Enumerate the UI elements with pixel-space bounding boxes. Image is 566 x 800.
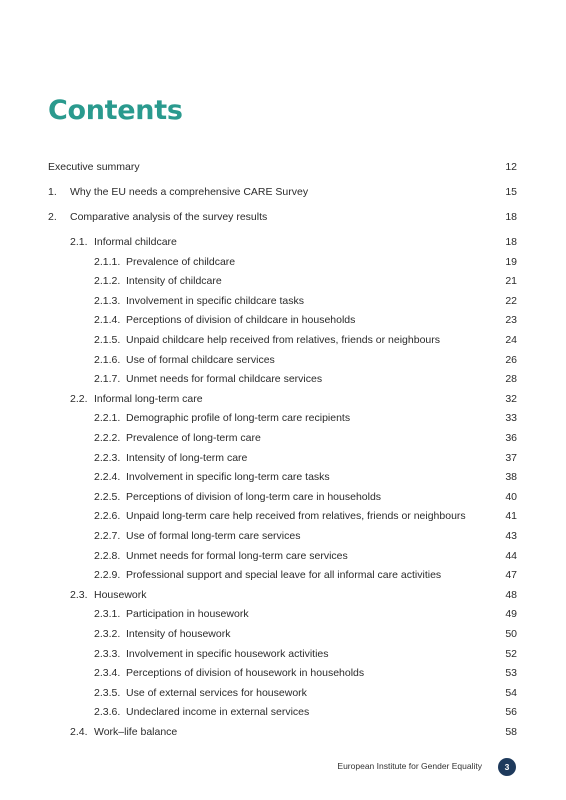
- toc-entry-title: Intensity of childcare: [126, 275, 222, 288]
- toc-entry-number: 2.1.4.: [94, 314, 121, 327]
- toc-entry-number: 2.2.2.: [94, 432, 121, 444]
- toc-entry-title: Involvement in specific housework activities: [126, 647, 329, 660]
- toc-entry-number: 2.1.6.: [94, 353, 121, 366]
- toc-entry-page: 56: [505, 706, 517, 719]
- toc-entry-page: 22: [505, 294, 517, 307]
- toc-entry-title: Executive summary: [48, 161, 140, 173]
- toc-entry-page: 18: [505, 236, 517, 248]
- toc-entry-page: 19: [505, 255, 517, 268]
- toc-entry-page: 18: [505, 211, 517, 223]
- toc-entry-number: 2.3.3.: [94, 647, 121, 660]
- toc-entry-page: 47: [505, 569, 517, 582]
- toc-entry-number: 2.1.5.: [94, 334, 121, 346]
- toc-entry-page: 50: [505, 628, 517, 640]
- toc-entry-title: Work–life balance: [94, 726, 178, 738]
- page-number-badge: 3: [498, 758, 516, 776]
- toc-entry-title: Participation in housework: [126, 608, 249, 621]
- toc-entry-number: 2.1.3.: [94, 294, 121, 307]
- toc-entry-number: 2.1.1.: [94, 255, 121, 268]
- toc-entry-page: 23: [505, 314, 517, 327]
- toc-entry-number: 2.2.5.: [94, 490, 121, 503]
- toc-entry-page: 52: [505, 647, 517, 660]
- toc-entry-number: 2.3.4.: [94, 667, 121, 680]
- toc-entry-number: 2.2.6.: [94, 510, 121, 523]
- toc-entry[interactable]: [0, 449, 566, 467]
- toc-entry-number: 2.2.7.: [94, 530, 121, 542]
- page-title: Contents: [48, 95, 183, 126]
- toc-entry-number: 2.2.: [70, 392, 88, 405]
- toc-entry[interactable]: [0, 547, 566, 565]
- toc-entry-page: 33: [505, 412, 517, 425]
- toc-entry-number: 2.2.9.: [94, 569, 121, 582]
- toc-entry-page: 28: [505, 373, 517, 386]
- toc-entry-title: Prevalence of childcare: [126, 255, 236, 268]
- toc-entry-title: Involvement in specific long-term care tasks: [126, 471, 330, 484]
- toc-entry-page: 58: [505, 726, 517, 738]
- footer-publisher: European Institute for Gender Equality: [337, 761, 482, 771]
- toc-entry-title: Undeclared income in external services: [126, 706, 310, 719]
- toc-entry-number: 2.1.: [70, 236, 88, 248]
- toc-entry-title: Comparative analysis of the survey results: [70, 211, 268, 223]
- toc-entry[interactable]: [0, 605, 566, 623]
- toc-entry-number: 2.2.1.: [94, 412, 121, 425]
- toc-entry-title: Professional support and special leave for all informal care activities: [126, 569, 442, 582]
- toc-entry-page: 40: [505, 490, 517, 503]
- toc-entry-number: 2.3.2.: [94, 628, 121, 640]
- toc-entry-page: 53: [505, 667, 517, 680]
- toc-entry-number: 2.1.7.: [94, 373, 121, 386]
- toc-entry[interactable]: [0, 625, 566, 643]
- toc-entry[interactable]: [0, 488, 566, 506]
- toc-entry-title: Housework: [94, 588, 147, 601]
- toc-entry-page: 43: [505, 530, 517, 542]
- toc-entry[interactable]: [0, 208, 566, 226]
- toc-entry[interactable]: [0, 272, 566, 290]
- toc-entry-page: 38: [505, 471, 517, 484]
- toc-entry-page: 32: [505, 392, 517, 405]
- toc-entry-number: 2.2.8.: [94, 549, 121, 562]
- toc-entry[interactable]: [0, 684, 566, 702]
- toc-entry-title: Use of external services for housework: [126, 686, 307, 699]
- toc-entry[interactable]: [0, 409, 566, 427]
- toc-entry-number: 2.3.1.: [94, 608, 121, 621]
- toc-entry-number: 2.4.: [70, 726, 88, 738]
- toc-entry-number: 2.3.5.: [94, 686, 121, 699]
- toc-entry-title: Use of formal childcare services: [126, 353, 275, 366]
- toc-entry[interactable]: [0, 527, 566, 545]
- toc-entry-number: 2.1.2.: [94, 275, 121, 288]
- toc-entry[interactable]: [0, 703, 566, 721]
- toc-entry-number: 2.2.4.: [94, 471, 121, 484]
- toc-entry-title: Involvement in specific childcare tasks: [126, 294, 304, 307]
- toc-entry-title: Informal long-term care: [94, 392, 203, 405]
- toc-entry-title: Perceptions of division of long-term care in households: [126, 490, 382, 503]
- toc-entry[interactable]: [0, 723, 566, 741]
- toc-entry-page: 12: [505, 161, 517, 173]
- toc-entry-page: 54: [505, 686, 517, 699]
- toc-entry-title: Informal childcare: [94, 236, 177, 248]
- toc-entry-title: Unpaid long-term care help received from relatives, friends or neighbours: [126, 510, 466, 523]
- toc-entry[interactable]: [0, 664, 566, 682]
- toc-entry[interactable]: [0, 311, 566, 329]
- toc-entry-page: 24: [505, 334, 517, 346]
- toc-entry[interactable]: [0, 390, 566, 408]
- toc-entry[interactable]: [0, 331, 566, 349]
- toc-entry-title: Unpaid childcare help received from relatives, friends or neighbours: [126, 334, 440, 346]
- toc-entry-number: 1.: [48, 186, 57, 198]
- toc-entry-number: 2.2.3.: [94, 451, 121, 464]
- toc-entry-title: Intensity of long-term care: [126, 451, 248, 464]
- toc-entry-title: Perceptions of division of childcare in households: [126, 314, 356, 327]
- toc-entry-page: 36: [505, 432, 517, 444]
- toc-entry[interactable]: [0, 351, 566, 369]
- toc-entry[interactable]: [0, 645, 566, 663]
- toc-entry-title: Perceptions of division of housework in households: [126, 667, 365, 680]
- toc-entry-page: 26: [505, 353, 517, 366]
- toc-entry[interactable]: [0, 158, 566, 176]
- toc-entry-page: 48: [505, 588, 517, 601]
- toc-entry-title: Unmet needs for formal long-term care services: [126, 549, 348, 562]
- toc-entry-page: 41: [505, 510, 517, 523]
- toc-entry[interactable]: [0, 233, 566, 251]
- toc-entry[interactable]: [0, 183, 566, 201]
- toc-entry-page: 44: [505, 549, 517, 562]
- toc-entry-page: 37: [505, 451, 517, 464]
- toc-entry-title: Unmet needs for formal childcare services: [126, 373, 323, 386]
- toc-entry-title: Why the EU needs a comprehensive CARE Survey: [70, 186, 309, 198]
- toc-entry[interactable]: [0, 292, 566, 310]
- toc-entry-number: 2.3.: [70, 588, 88, 601]
- toc-entry[interactable]: [0, 429, 566, 447]
- toc-entry[interactable]: [0, 566, 566, 584]
- toc-entry-title: Prevalence of long-term care: [126, 432, 261, 444]
- toc-entry-title: Intensity of housework: [126, 628, 231, 640]
- toc-entry[interactable]: [0, 586, 566, 604]
- toc-entry[interactable]: [0, 507, 566, 525]
- toc-entry[interactable]: [0, 468, 566, 486]
- toc-entry-page: 15: [505, 186, 517, 198]
- toc-entry-page: 49: [505, 608, 517, 621]
- toc-entry-number: 2.3.6.: [94, 706, 121, 719]
- toc-entry-title: Demographic profile of long-term care recipients: [126, 412, 351, 425]
- toc-entry[interactable]: [0, 253, 566, 271]
- toc-entry-page: 21: [505, 275, 517, 288]
- toc-entry[interactable]: [0, 370, 566, 388]
- toc-entry-number: 2.: [48, 211, 57, 223]
- toc-entry-title: Use of formal long-term care services: [126, 530, 301, 542]
